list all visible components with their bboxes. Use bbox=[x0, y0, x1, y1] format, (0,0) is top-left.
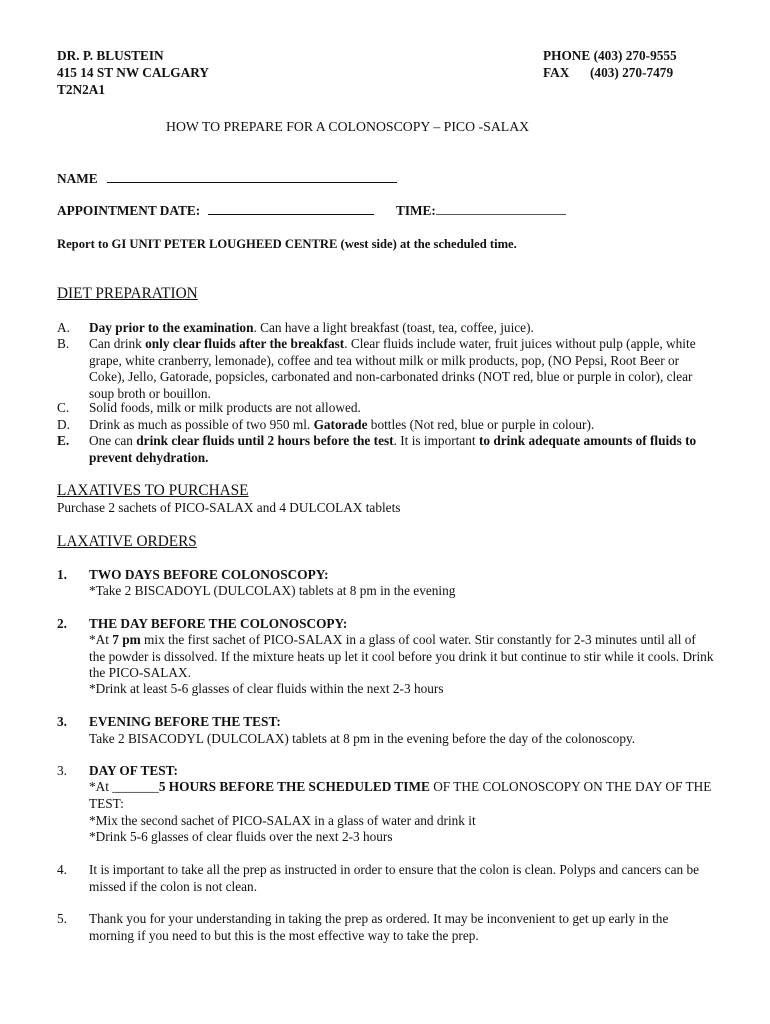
diet-c: Solid foods, milk or milk products are not allowed. bbox=[89, 400, 361, 415]
order-6-number: 5. bbox=[57, 911, 67, 926]
phone-line bbox=[543, 48, 677, 65]
order-2-number: 2. bbox=[57, 616, 67, 631]
diet-e-bold2: to drink adequate amounts of fluids to prevent dehydration. bbox=[89, 433, 697, 465]
order-2-line2: *Drink at least 5-6 glasses of clear fluids within the next 2-3 hours bbox=[89, 681, 444, 696]
order-1-number: 1. bbox=[57, 567, 67, 582]
name-blank bbox=[107, 171, 397, 183]
diet-a-letter: A. bbox=[57, 320, 70, 335]
diet-a-bold: Day prior to the examination bbox=[89, 320, 254, 335]
phone-number: (403) 270-9555 bbox=[593, 48, 677, 63]
order-3-title: EVENING BEFORE THE TEST: bbox=[89, 714, 281, 729]
diet-c-letter: C. bbox=[57, 400, 70, 415]
diet-a-text: . Can have a light breakfast (toast, tea, coffee, juice). bbox=[253, 320, 534, 335]
order-2-title: THE DAY BEFORE THE COLONOSCOPY: bbox=[89, 616, 348, 631]
order-2-text bbox=[89, 632, 714, 682]
fax-line bbox=[543, 65, 673, 82]
doctor-name: DR. P. BLUSTEIN bbox=[57, 48, 164, 63]
orders-heading: LAXATIVE ORDERS bbox=[57, 533, 197, 550]
order-6-text: Thank you for your understanding in taking the prep as ordered. It may be inconvenient to get up early in the morning if you need to but this is the most effective way to take the prep. bbox=[89, 911, 669, 943]
diet-d bbox=[89, 417, 714, 434]
phone-label: PHONE bbox=[543, 48, 591, 63]
diet-e bbox=[89, 433, 714, 466]
postal-code: T2N2A1 bbox=[57, 82, 106, 97]
purchase-text: Purchase 2 sachets of PICO-SALAX and 4 DULCOLAX tablets bbox=[57, 500, 401, 515]
diet-e-pre: One can bbox=[89, 433, 137, 448]
order-4-line3: *Drink 5-6 glasses of clear fluids over the next 2-3 hours bbox=[89, 829, 393, 844]
order-4-title: DAY OF TEST: bbox=[89, 763, 178, 778]
name-label: NAME bbox=[57, 171, 98, 186]
order-4-pre: *At _______ bbox=[89, 779, 159, 794]
time-blank bbox=[436, 203, 566, 215]
diet-d-pre: Drink as much as possible of two 950 ml. bbox=[89, 417, 314, 432]
document-title: HOW TO PREPARE FOR A COLONOSCOPY – PICO -SALAX bbox=[166, 119, 530, 134]
order-1-line: *Take 2 BISCADOYL (DULCOLAX) tablets at 8 pm in the evening bbox=[89, 583, 456, 598]
order-4-body: OF THE COLONOSCOPY ON THE DAY OF THE TEST: bbox=[89, 779, 712, 811]
order-4-bold: 5 HOURS BEFORE THE SCHEDULED TIME bbox=[158, 779, 430, 794]
order-3-line: Take 2 BISACODYL (DULCOLAX) tablets at 8 pm in the evening before the day of the colonoscopy. bbox=[89, 731, 636, 746]
diet-b-bold: only clear fluids after the breakfast bbox=[145, 336, 345, 351]
order-4-line2: *Mix the second sachet of PICO-SALAX in a glass of water and drink it bbox=[89, 813, 476, 828]
diet-b-pre: Can drink bbox=[89, 336, 146, 351]
appointment-date-blank bbox=[208, 203, 374, 215]
order-2-pre: *At bbox=[89, 632, 113, 647]
diet-b-letter: B. bbox=[57, 336, 70, 351]
order-1-title: TWO DAYS BEFORE COLONOSCOPY: bbox=[89, 567, 329, 582]
order-2-bold: 7 pm bbox=[112, 632, 141, 647]
diet-e-bold1: drink clear fluids until 2 hours before the test bbox=[136, 433, 394, 448]
clinic-address: 415 14 ST NW CALGARY bbox=[57, 65, 209, 80]
diet-b-text: . Clear fluids include water, fruit juices without pulp (apple, white grape, white cranberry, lemonade), coffee and tea without milk or milk products, pop, (NO Pepsi, Root Beer or Coke), Jello, Gatorade, popsicles, carbonated and non-carbonated drinks (NOT red, blue or purple in color), clear soup broth or bouillon. bbox=[89, 336, 696, 401]
diet-b bbox=[89, 336, 714, 402]
diet-d-text: bottles (Not red, blue or purple in colour). bbox=[367, 417, 595, 432]
order-5-number: 4. bbox=[57, 862, 67, 877]
name-field-row bbox=[57, 171, 397, 188]
order-3-number: 3. bbox=[57, 714, 67, 729]
fax-number: (403) 270-7479 bbox=[590, 65, 674, 80]
purchase-heading: LAXATIVES TO PURCHASE bbox=[57, 482, 249, 499]
diet-d-letter: D. bbox=[57, 417, 70, 432]
diet-e-mid: . It is important bbox=[393, 433, 479, 448]
fax-label: FAX bbox=[543, 65, 570, 80]
order-5-text: It is important to take all the prep as instructed in order to ensure that the colon is clean. Polyps and cancers can be missed if the colon is not clean. bbox=[89, 862, 699, 894]
time-label: TIME: bbox=[395, 203, 436, 218]
diet-heading: DIET PREPARATION bbox=[57, 285, 198, 302]
appointment-date-label: APPOINTMENT DATE: bbox=[57, 203, 201, 218]
diet-a bbox=[89, 320, 714, 337]
diet-e-letter: E. bbox=[57, 433, 70, 448]
diet-d-bold: Gatorade bbox=[313, 417, 368, 432]
order-4-text bbox=[89, 779, 714, 812]
appointment-row bbox=[57, 203, 566, 220]
report-instruction: Report to GI UNIT PETER LOUGHEED CENTRE (west side) at the scheduled time. bbox=[57, 237, 517, 251]
order-2-body: mix the first sachet of PICO-SALAX in a glass of cool water. Stir constantly for 2-3 minutes until all of the powder is dissolved. If the mixture heats up let it cool before you drink it but continue to stir while it cools. Drink the PICO-SALAX. bbox=[89, 632, 714, 680]
order-4-number: 3. bbox=[57, 763, 67, 778]
